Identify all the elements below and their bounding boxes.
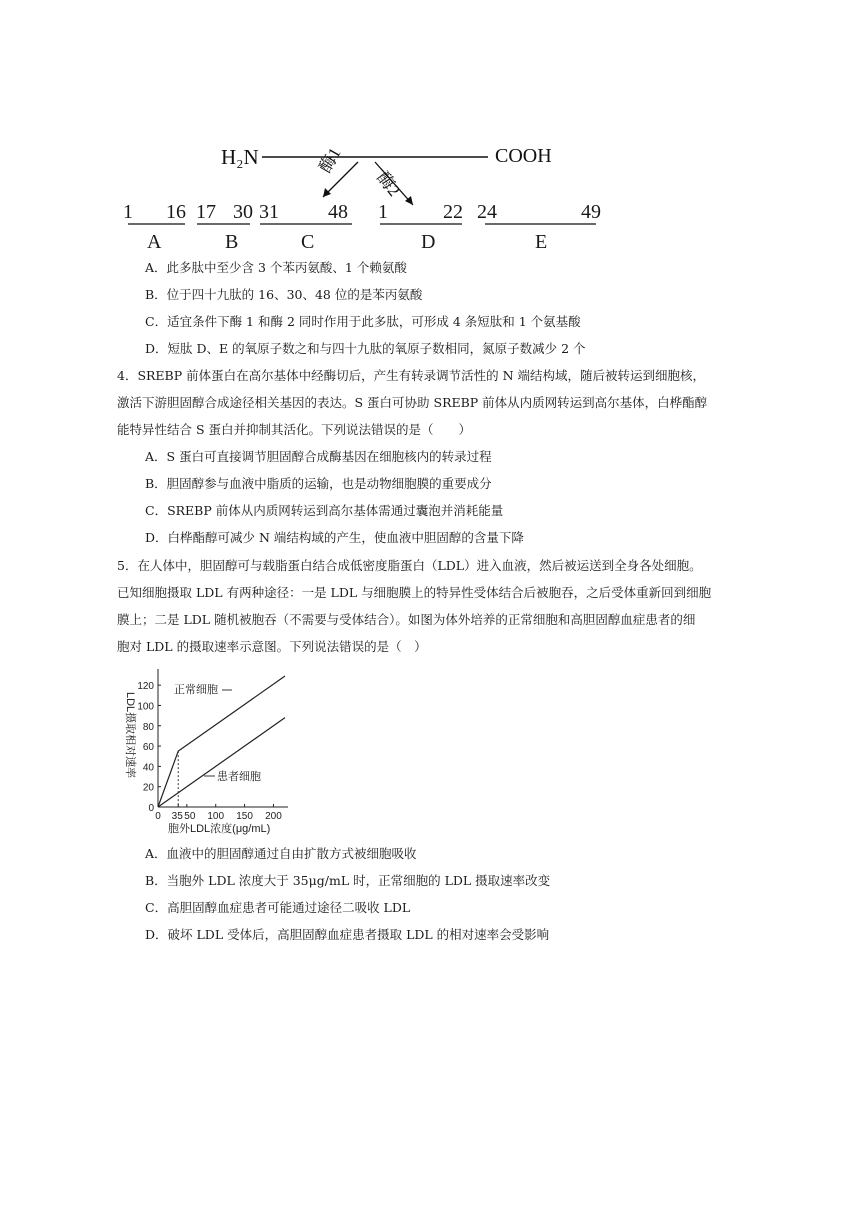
- q5-stem-line-3: 膜上；二是 LDL 随机被胞吞（不需要与受体结合）。如图为体外培养的正常细胞和高胆固醇血症患者的细: [117, 612, 696, 627]
- segment-e-label: E: [535, 231, 548, 253]
- segment-d-start: 1: [378, 201, 388, 223]
- x-tick-label-3: 100: [207, 811, 225, 822]
- q5-option-a: A．血液中的胆固醇通过自由扩散方式被细胞吸收: [145, 846, 417, 861]
- segment-b-end: 30: [233, 201, 253, 223]
- y-axis-label: LDL摄取相对速率: [124, 692, 136, 779]
- c-terminus: COOH: [495, 145, 552, 167]
- y-tick-label-2: 40: [142, 762, 154, 774]
- segment-b-label: B: [225, 231, 239, 253]
- q3-option-a: A．此多肽中至少含 3 个苯丙氨酸、1 个赖氨酸: [145, 260, 407, 275]
- segment-c-end: 48: [328, 201, 348, 223]
- segment-d-end: 22: [443, 201, 463, 223]
- q4-option-c: C．SREBP 前体从内质网转运到高尔基体需通过囊泡并消耗能量: [145, 503, 504, 518]
- segment-a-start: 1: [123, 201, 133, 223]
- peptide-diagram: [0, 0, 867, 260]
- x-tick-label-0: 0: [155, 811, 161, 822]
- q3-option-c: C．适宜条件下酶 1 和酶 2 同时作用于此多肽，可形成 4 条短肽和 1 个氨基酸: [145, 314, 581, 329]
- q5-option-c: C．高胆固醇血症患者可能通过途径二吸收 LDL: [145, 900, 411, 915]
- ldl-chart-svg: [118, 660, 318, 840]
- x-tick-label-4: 150: [236, 811, 253, 822]
- ldl-chart: [118, 660, 318, 840]
- q4-option-d: D．白桦酯醇可减少 N 端结构域的产生，使血液中胆固醇的含量下降: [145, 530, 524, 545]
- enzyme1-label: 酶1: [315, 144, 345, 176]
- q4-stem-line-1: 4．SREBP 前体蛋白在高尔基体中经酶切后，产生有转录调节活性的 N 端结构域，随后被转运到细胞核，: [117, 368, 706, 383]
- y-tick-label-6: 120: [137, 681, 154, 693]
- q3-option-d: D．短肽 D、E 的氧原子数之和与四十九肽的氧原子数相同，氮原子数减少 2 个: [145, 341, 586, 356]
- y-tick-label-5: 100: [137, 701, 154, 713]
- series-label-normal-cell: 正常细胞: [174, 684, 218, 696]
- q5-stem-line-4: 胞对 LDL 的摄取速率示意图。下列说法错误的是（ ）: [117, 639, 427, 654]
- segment-a-end: 16: [166, 201, 186, 223]
- segment-e-start: 24: [477, 201, 497, 223]
- enzyme2-label: 酶2: [373, 168, 404, 200]
- series-label-patient-cell: 患者细胞: [217, 771, 261, 783]
- q5-option-b: B．当胞外 LDL 浓度大于 35μg/mL 时，正常细胞的 LDL 摄取速率改变: [145, 873, 551, 888]
- y-tick-label-4: 80: [142, 721, 154, 733]
- q4-option-b: B．胆固醇参与血液中脂质的运输，也是动物细胞膜的重要成分: [145, 476, 492, 491]
- x-tick-label-5: 200: [265, 811, 282, 822]
- q5-stem-line-1: 5．在人体中，胆固醇可与载脂蛋白结合成低密度脂蛋白（LDL）进入血液，然后被运送到全身各处细胞。: [117, 558, 702, 573]
- q5-stem-line-2: 已知细胞摄取 LDL 有两种途径：一是 LDL 与细胞膜上的特异性受体结合后被胞吞，之后受体重新回到细胞: [117, 585, 712, 600]
- segment-d-label: D: [421, 231, 436, 253]
- q4-option-a: A．S 蛋白可直接调节胆固醇合成酶基因在细胞核内的转录过程: [145, 449, 492, 464]
- segment-e-end: 49: [581, 201, 601, 223]
- y-tick-label-3: 60: [142, 742, 154, 754]
- q4-stem-line-3: 能特异性结合 S 蛋白并抑制其活化。下列说法错误的是（ ）: [117, 422, 472, 437]
- x-axis-label: 胞外LDL浓度(μg/mL): [168, 823, 271, 835]
- x-tick-label-2: 50: [184, 811, 196, 822]
- segment-c-label: C: [301, 231, 315, 253]
- series-line-patient-cell: [158, 718, 285, 807]
- q3-option-b: B．位于四十九肽的 16、30、48 位的是苯丙氨酸: [145, 287, 423, 302]
- segment-c-start: 31: [259, 201, 279, 223]
- segment-a-label: A: [147, 231, 162, 253]
- y-tick-label-0: 0: [148, 803, 154, 814]
- x-tick-label-1: 35: [171, 811, 183, 822]
- y-tick-label-1: 20: [142, 782, 154, 794]
- n-terminus: H₂N: [221, 145, 259, 169]
- segment-b-start: 17: [196, 201, 216, 223]
- q5-option-d: D．破坏 LDL 受体后，高胆固醇血症患者摄取 LDL 的相对速率会受影响: [145, 927, 550, 942]
- q4-stem-line-2: 激活下游胆固醇合成途径相关基因的表达。S 蛋白可协助 SREBP 前体从内质网转运到高尔基体，白桦酯醇: [117, 395, 708, 410]
